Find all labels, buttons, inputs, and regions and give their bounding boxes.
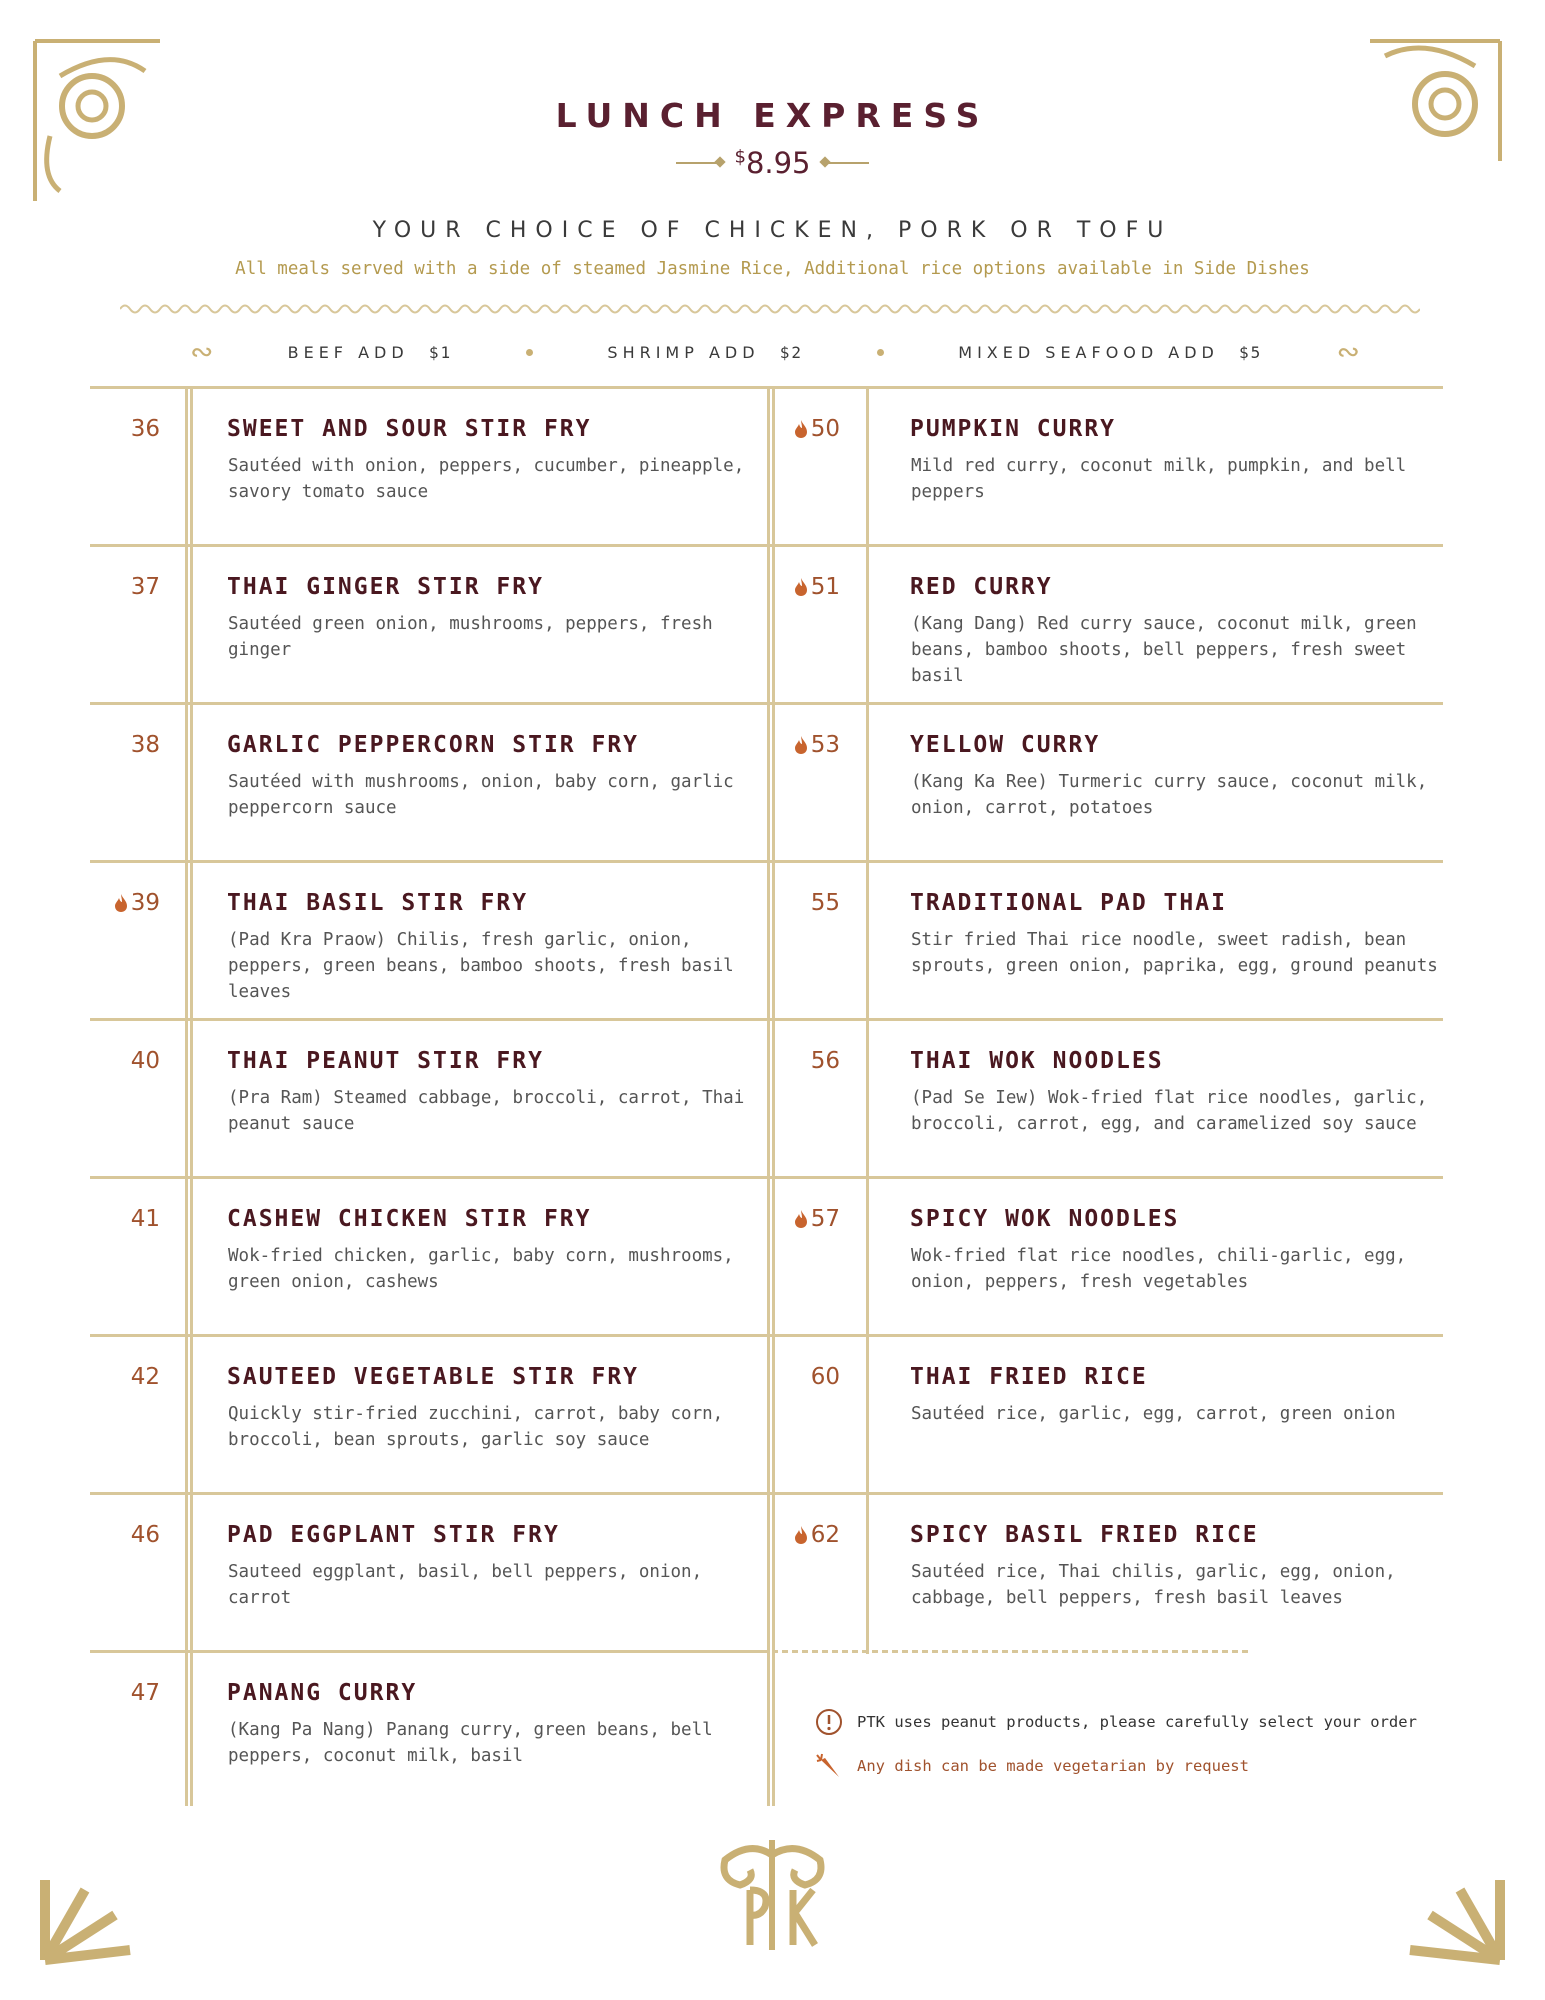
item-description: Sautéed with mushrooms, onion, baby corn, garlic peppercorn sauce: [228, 772, 734, 818]
addons-row: [190, 334, 1360, 370]
item-name: YELLOW CURRY: [910, 732, 1101, 758]
item-description: Mild red curry, coconut milk, pumpkin, and bell peppers: [911, 456, 1407, 502]
item-description: (Kang Dang) Red curry sauce, coconut milk, green beans, bamboo shoots, bell peppers, fresh sweet basil: [911, 614, 1417, 686]
item-name: TRADITIONAL PAD THAI: [910, 890, 1227, 916]
item-number: 37: [130, 574, 160, 600]
spicy-flame-icon: [794, 577, 808, 597]
item-description: Quickly stir-fried zucchini, carrot, baby corn, broccoli, bean sprouts, garlic soy sauce: [228, 1404, 724, 1450]
row-divider: [90, 1334, 1443, 1337]
price-row: [0, 146, 1545, 180]
item-number: 62: [770, 1522, 840, 1548]
item-name: RED CURRY: [910, 574, 1053, 600]
item-name: SAUTEED VEGETABLE STIR FRY: [227, 1364, 640, 1390]
notes: [815, 1700, 1417, 1788]
arrow-divider-right-icon: [825, 162, 869, 164]
item-description: (Pad Kra Praow) Chilis, fresh garlic, onion, peppers, green beans, bamboo shoots, fresh basil leaves: [228, 930, 734, 1002]
protein-choice: YOUR CHOICE OF CHICKEN, PORK OR TOFU: [372, 218, 1173, 243]
item-number: 57: [770, 1206, 840, 1232]
item-description: (Kang Pa Nang) Panang curry, green beans, bell peppers, coconut milk, basil: [228, 1720, 713, 1766]
item-number: 60: [810, 1364, 840, 1390]
item-name: CASHEW CHICKEN STIR FRY: [227, 1206, 592, 1232]
item-number: 42: [130, 1364, 160, 1390]
row-divider: [90, 1176, 1443, 1179]
item-name: SPICY WOK NOODLES: [910, 1206, 1180, 1232]
item-number: 46: [130, 1522, 160, 1548]
item-description: Sauteed eggplant, basil, bell peppers, onion, carrot: [228, 1562, 703, 1608]
item-description: Wok-fried chicken, garlic, baby corn, mushrooms, green onion, cashews: [228, 1246, 734, 1292]
item-name: PANANG CURRY: [227, 1680, 418, 1706]
row-divider: [90, 1018, 1443, 1021]
column-divider: [190, 386, 193, 1806]
item-description: Stir fried Thai rice noodle, sweet radish, bean sprouts, green onion, paprika, egg, ground peanuts: [911, 930, 1438, 976]
item-description: Wok-fried flat rice noodles, chili-garlic, egg, onion, peppers, fresh vegetables: [911, 1246, 1407, 1292]
item-number: 38: [130, 732, 160, 758]
alert-circle-icon: [815, 1708, 843, 1736]
item-name: SWEET AND SOUR STIR FRY: [227, 416, 592, 442]
item-description: Sautéed green onion, mushrooms, peppers, fresh ginger: [228, 614, 713, 660]
ptk-logo: [715, 1835, 830, 1960]
item-description: Sautéed rice, Thai chilis, garlic, egg, onion, cabbage, bell peppers, fresh basil leaves: [911, 1562, 1396, 1608]
row-divider: [90, 544, 1443, 547]
item-description: (Pra Ram) Steamed cabbage, broccoli, carrot, Thai peanut sauce: [228, 1088, 745, 1134]
corner-sunburst-bottom-right: [1395, 1860, 1510, 1970]
price: $8.95: [734, 146, 811, 180]
item-number: 51: [770, 574, 840, 600]
wavy-divider-icon: [120, 302, 1420, 316]
row-divider: [90, 386, 1443, 389]
arrow-divider-left-icon: [676, 162, 720, 164]
item-number: 39: [90, 890, 160, 916]
menu-title: LUNCH EXPRESS: [555, 96, 990, 135]
peanut-note: PTK uses peanut products, please carefully select your order: [815, 1700, 1417, 1744]
item-number: 47: [130, 1680, 160, 1706]
item-number: 56: [810, 1048, 840, 1074]
bullet-dot-icon: [877, 349, 884, 356]
row-divider: [90, 1650, 770, 1653]
item-name: THAI WOK NOODLES: [910, 1048, 1164, 1074]
served-note: All meals served with a side of steamed Jasmine Rice, Additional rice options available in Side Dishes: [235, 259, 1310, 279]
item-name: SPICY BASIL FRIED RICE: [910, 1522, 1259, 1548]
row-divider: [90, 860, 1443, 863]
swirl-right-icon: ∾: [1336, 337, 1360, 368]
vegetarian-note: Any dish can be made vegetarian by request: [815, 1744, 1417, 1788]
row-divider-wavy: [772, 1650, 1252, 1653]
bullet-dot-icon: [526, 349, 533, 356]
spicy-flame-icon: [794, 735, 808, 755]
row-divider: [90, 702, 1443, 705]
column-divider: [185, 386, 188, 1806]
swirl-left-icon: ∾: [190, 337, 214, 368]
item-description: Sautéed rice, garlic, egg, carrot, green onion: [911, 1404, 1396, 1424]
item-name: GARLIC PEPPERCORN STIR FRY: [227, 732, 640, 758]
item-number: 36: [130, 416, 160, 442]
item-number: 53: [770, 732, 840, 758]
item-description: (Pad Se Iew) Wok-fried flat rice noodles, garlic, broccoli, carrot, egg, and caramelized soy sauce: [911, 1088, 1428, 1134]
item-number: 55: [810, 890, 840, 916]
row-divider: [90, 1492, 1443, 1495]
item-description: (Kang Ka Ree) Turmeric curry sauce, coconut milk, onion, carrot, potatoes: [911, 772, 1428, 818]
spicy-flame-icon: [794, 1209, 808, 1229]
item-name: THAI FRIED RICE: [910, 1364, 1148, 1390]
spicy-flame-icon: [794, 419, 808, 439]
carrot-icon: [815, 1752, 843, 1780]
item-name: THAI BASIL STIR FRY: [227, 890, 529, 916]
spicy-flame-icon: [794, 1525, 808, 1545]
item-name: THAI GINGER STIR FRY: [227, 574, 544, 600]
spicy-flame-icon: [114, 893, 128, 913]
item-name: PUMPKIN CURRY: [910, 416, 1117, 442]
item-number: 40: [130, 1048, 160, 1074]
corner-sunburst-bottom-left: [35, 1860, 145, 1970]
item-name: THAI PEANUT STIR FRY: [227, 1048, 544, 1074]
menu-grid: [90, 386, 1443, 1806]
item-number: 41: [130, 1206, 160, 1232]
addon-mixed-seafood: MIXED SEAFOOD ADD $5: [958, 342, 1263, 362]
item-description: Sautéed with onion, peppers, cucumber, pineapple, savory tomato sauce: [228, 456, 745, 502]
addon-beef: BEEF ADD $1: [287, 342, 453, 362]
item-name: PAD EGGPLANT STIR FRY: [227, 1522, 560, 1548]
addon-shrimp: SHRIMP ADD $2: [607, 342, 803, 362]
item-number: 50: [770, 416, 840, 442]
